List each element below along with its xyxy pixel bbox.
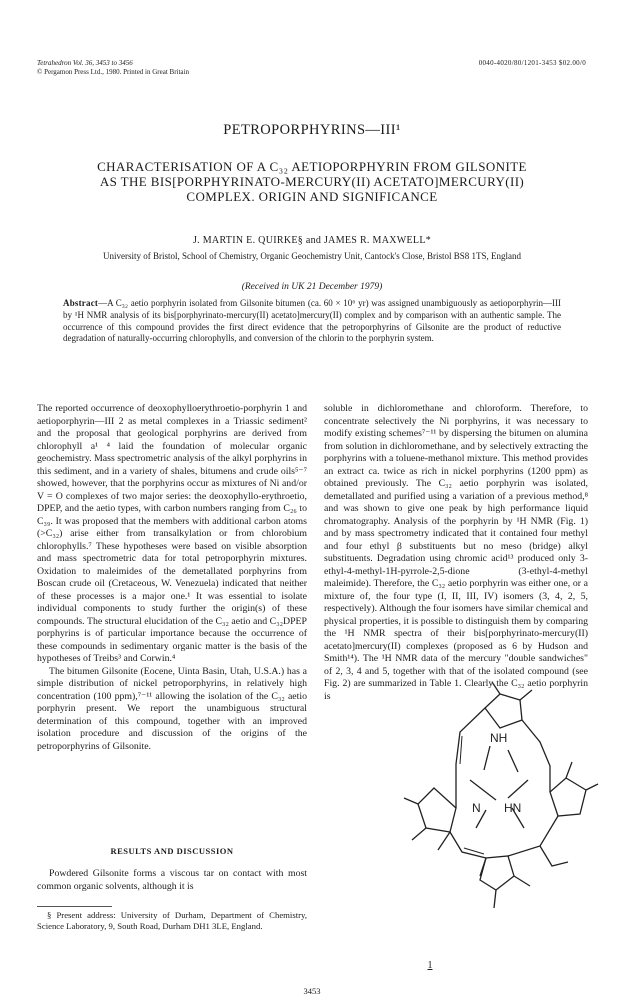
paragraph: The reported occurrence of deoxophylloerythroetio-porphyrin 1 and aetioporphyrin—III 2 as metal complexes in a Triassic sediment² and the proposal that geological porphyrins are derived from chlorophyll a¹ ⁴ laid the foundation of molecular organic geochemistry. Mass spectrometric analysis of the alkyl porphyrins in this sediment, and in a variety of shales, bitumens and crude oils⁵⁻⁷ showed, however, that the porphyrins occur as mixtures of Ni and/or V = O complexes of two major series: the deoxophyllo-erythroetio, DPEP, and the aetio types, with carbon numbers ranging from C₂₆ to C₃₉. It was proposed that the members with additional carbon atoms (>C₃₂) arise either from transalkylation or from chlorobium chlorophylls.⁷ These hypotheses were based on visible absorption and mass spectrometric data for total petroporphyrin mixtures. Oxidation to maleimides of the demetallated porphyrins from Boscan crude oil (Cretaceous, W. Venezuela) indicated that neither of these processes is a major one.¹ It was essential to isolate individual components to study further the origin(s) of these compounds. The structural elucidation of the C₃₂ aetio and C₃₂DPEP porphyrins is of particular importance because the occurrence of these compounds in sedimentary organic matter is the basis of the hypotheses of Treibs³ and Corwin.⁴ xyxy=(37,403,307,664)
right-column xyxy=(324,403,588,703)
publisher-line: © Pergamon Press Ltd., 1980. Printed in Great Britain xyxy=(37,68,189,76)
authors: J. MARTIN E. QUIRKE§ and JAMES R. MAXWELL* xyxy=(192,235,432,246)
subtitle-line: CHARACTERISATION OF A C₃₂ AETIOPORPHYRIN FROM GILSONITE xyxy=(97,159,527,174)
footnote: § Present address: University of Durham, Department of Chemistry, Science Laboratory, 9, South Road, Durham DH1 3LE, England. xyxy=(37,910,307,931)
received-date: (Received in UK 21 December 1979) xyxy=(241,282,383,292)
abstract-text: —A C₃₂ aetio porphyrin isolated from Gilsonite bitumen (ca. 60 × 10⁶ yr) was assigned unambiguously as aetioporphyrin—III by ¹H NMR analysis of its bis[porphyrinato-mercury(II) acetato]mercury(II) complex and by comparison with an authentic sample. The occurrence of this compound provides the first direct evidence that the petroporphyrins of Gilsonite are the product of reductive degradation of naturally-occurring chlorophylls, and conversion of the chlorin to the porphyrin system. xyxy=(63,298,561,344)
subtitle-line: COMPLEX. ORIGIN AND SIGNIFICANCE xyxy=(186,189,438,204)
left-column xyxy=(37,403,307,753)
article-code: 0040-4020/80/1201-3453 $02.00/0 xyxy=(478,59,586,67)
paragraph: Powdered Gilsonite forms a viscous tar on contact with most common organic solvents, although it is xyxy=(37,868,307,892)
journal-line: Tetrahedron Vol. 36, 3453 to 3456 xyxy=(37,59,133,67)
paragraph: soluble in dichloromethane and chloroform. Therefore, to concentrate selectively the Ni porphyrins, it was necessary to modify existing schemes⁷⁻¹¹ by dispersing the bitumen on alumina from solution in dichloromethane, and by selectively extracting the porphyrins with a toluene-methanol mixture. This method provides an extract ca. twice as rich in nickel porphyrins (1200 ppm) as obtained previously. The C₃₂ aetio porphyrin was isolated, demetallated and purified using a variation of a previous method,⁸ and was shown to give one peak by high performance liquid chromatography. Analysis of the porphyrin by ¹H NMR (Fig. 1) and by mass spectrometry indicated that it contained four methyl and four ethyl β substituents but no meso (bridge) alkyl substituents. Degradation using chromic acid¹³ produced only 3-ethyl-4-methyl-1H-pyrrole-2,5-dione (3-ethyl-4-methyl maleimide). Therefore, the C₃₂ aetio porphyrin was either one, or a mixture of, the four type (I, II, III, IV) isomers (3, 4, 2, 5, respectively). Although the four isomers have similar chemical and physical properties, it is possible to distinguish them by comparing the ¹H NMR spectra of their bis[porphyrinato-mercury(II) acetato]mercury(II) complexes (proposed as 6 by Hudson and Smith¹⁴). The ¹H NMR data of the mercury "double sandwiches" of 2, 3, 4 and 5, together with that of the isolated compound (see Fig. 2) are summarized in Table 1. Clearly the C₃₂ aetio porphyrin is xyxy=(324,403,588,702)
hn-label: HN xyxy=(504,801,522,815)
subtitle-line: AS THE BIS[PORPHYRINATO-MERCURY(II) ACETATO]MERCURY(II) xyxy=(99,174,525,189)
abstract-label: Abstract xyxy=(63,298,99,308)
n-label: N xyxy=(472,801,481,815)
nh-label: NH xyxy=(490,731,508,745)
paragraph: The bitumen Gilsonite (Eocene, Uinta Basin, Utah, U.S.A.) has a simple distribution of nickel petroporphyrins, in relatively high concentration (100 ppm),⁷⁻¹¹ allowing the isolation of the C₃₂ aetio porphyrin present. We report the unambiguous structural determination of this compound, together with an improved isolation procedure and discussion of the origins of the petroporphyrins of Gilsonite. xyxy=(37,665,307,752)
porphyrin-structure xyxy=(400,680,600,960)
section-heading: RESULTS AND DISCUSSION xyxy=(110,846,234,856)
journal-header xyxy=(37,59,189,77)
page-number: 3453 xyxy=(303,986,321,996)
structure-drawing xyxy=(400,680,600,955)
compound-number: 1 xyxy=(427,960,433,971)
footnote-divider xyxy=(37,906,112,907)
article-title: PETROPORPHYRINS—III¹ xyxy=(223,122,401,138)
affiliation: University of Bristol, School of Chemistry, Organic Geochemistry Unit, Cantock's Close, Bristol BS8 1TS, England xyxy=(102,251,522,261)
article-subtitle xyxy=(40,159,584,204)
abstract xyxy=(63,298,561,345)
